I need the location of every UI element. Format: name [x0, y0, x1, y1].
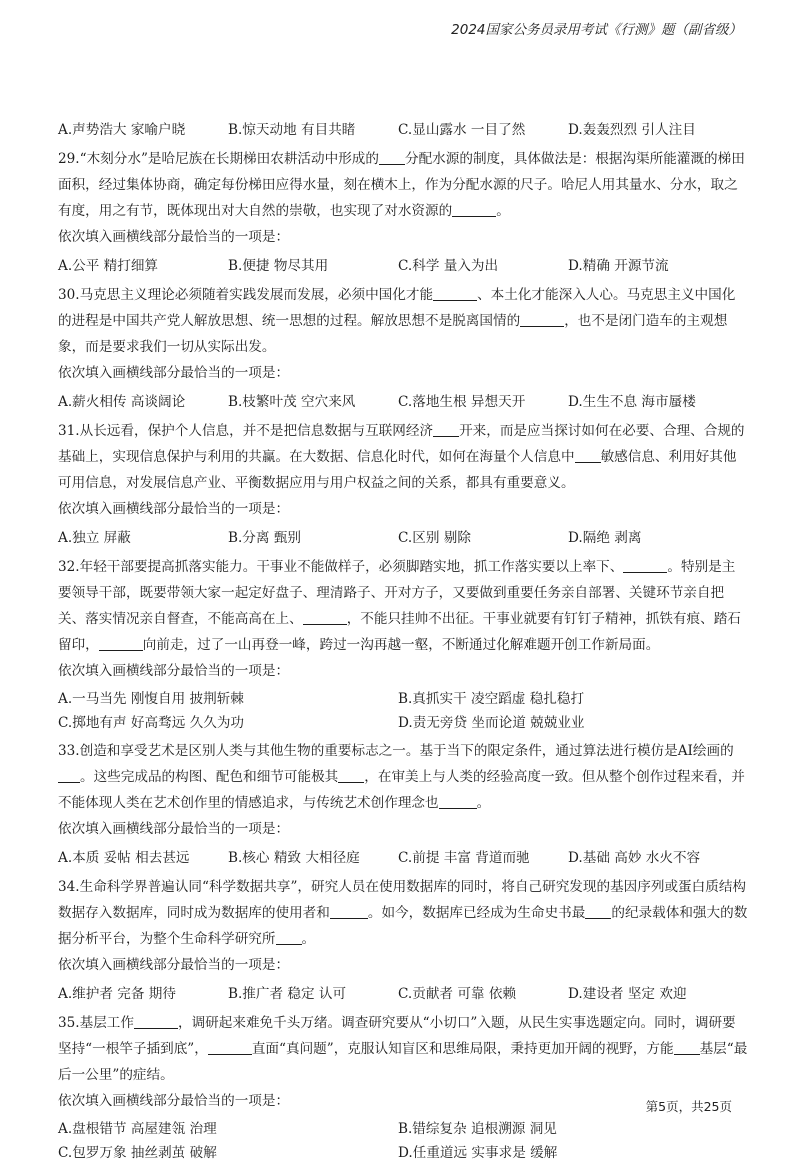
question-29 [58, 146, 748, 279]
q32-option-b[interactable]: B.真抓实干 凌空蹈虚 稳扎稳打 [398, 691, 585, 707]
q33-stem: 33.创造和享受艺术是区别人类与其他生物的重要标志之一。基于当下的限定条件，通过算法进行模仿是AI绘画的。这些完成品的构图、配色和细节可能极其 ，在审美上与人类的经验高度一致。但从整个创作过程来看，并不能体现人类在艺术创作里的情感追求，与传统艺术创作理念也 。 [58, 743, 745, 811]
q31-options [58, 525, 748, 551]
question-30 [58, 282, 748, 415]
answer-blank [623, 556, 667, 573]
answer-blank [276, 928, 302, 945]
q29-option-b[interactable]: B.便捷 物尽其用 [228, 258, 329, 274]
q31-stem: 31.从长远看，保护个人信息，并不是把信息数据与互联网经济 开来，而是应当探讨如何在必要、合理、合规的基础上，实现信息保护与利用的共赢。在大数据、信息化时代，如何在海量个人信息中 敏感信息、利用好其他可用信息，对发展信息产业、平衡数据应用与用户权益之间的关系，都具有重要意义。 [58, 418, 748, 496]
q34-option-d[interactable]: D.建设者 坚定 欢迎 [568, 986, 687, 1002]
q29-options [58, 253, 748, 279]
q30-stem: 30.马克思主义理论必须随着实践发展而发展，必须中国化才能 、本土化才能深入人心。马克思主义中国化的进程是中国共产党人解放思想、统一思想的过程。解放思想不是脱离国情的 ，也不是闭门造车的主观想象，而是要求我们一切从实际出发。 [58, 282, 748, 360]
q34-prompt: 依次填入画横线部分最恰当的一项是： [58, 957, 290, 973]
q33-options [58, 845, 748, 871]
answer-blank [99, 634, 143, 651]
answer-blank [452, 200, 496, 217]
question-35 [58, 1010, 748, 1165]
q33-prompt: 依次填入画横线部分最恰当的一项是： [58, 821, 290, 837]
q31-option-a[interactable]: A.独立 屏蔽 [58, 530, 131, 546]
q33-option-b[interactable]: B.核心 精致 大相径庭 [228, 850, 360, 866]
q35-option-b[interactable]: B.错综复杂 追根溯源 洞见 [398, 1121, 557, 1137]
question-31 [58, 418, 748, 551]
q31-prompt: 依次填入画横线部分最恰当的一项是： [58, 501, 290, 517]
question-32 [58, 554, 748, 735]
q35-options [58, 1117, 748, 1165]
question-34 [58, 874, 748, 1007]
answer-blank [338, 766, 364, 783]
q29-option-d[interactable]: D.精确 开源节流 [568, 258, 669, 274]
q29-option-c[interactable]: C.科学 量入为出 [398, 258, 499, 274]
q33-option-d[interactable]: D.基础 高妙 水火不容 [568, 850, 701, 866]
q30-option-d[interactable]: D.生生不息 海市蜃楼 [568, 394, 696, 410]
q33-option-a[interactable]: A.本质 妥帖 相去甚远 [58, 850, 190, 866]
answer-blank [303, 608, 347, 625]
answer-blank [134, 1012, 178, 1029]
q31-option-d[interactable]: D.隔绝 剥离 [568, 530, 642, 546]
q30-option-b[interactable]: B.枝繁叶茂 空穴来风 [228, 394, 356, 410]
answer-blank [379, 148, 405, 165]
answer-blank [439, 792, 477, 809]
q31-option-c[interactable]: C.区别 剔除 [398, 530, 471, 546]
page-number: 第5页，共25页 [645, 1099, 732, 1114]
answer-blank [585, 902, 611, 919]
answer-blank [330, 902, 368, 919]
q29-stem: 29.“木刻分水”是哈尼族在长期梯田农耕活动中形成的 分配水源的制度，具体做法是：根据沟渠所能灌溉的梯田面积，经过集体协商，确定每份梯田应得水量，刻在横木上，作为分配水源的尺子。哈尼人用其量水、分水，取之有度，用之有节，既体现出对大自然的崇敬，也实现了对水资源的 。 [58, 146, 748, 224]
answer-blank [433, 420, 459, 437]
q35-option-d[interactable]: D.任重道远 实事求是 缓解 [398, 1145, 558, 1161]
question-list [58, 114, 748, 1168]
q34-options [58, 981, 748, 1007]
q34-stem: 34.生命科学界普遍认同“科学数据共享”，研究人员在使用数据库的同时，将自己研究发现的基因序列或蛋白质结构数据存入数据库，同时成为数据库的使用者和 。如今，数据库已经成为生命史书最 的纪录载体和强大的数据分析平台，为整个生命科学研究所 。 [58, 879, 748, 947]
answer-blank [208, 1038, 252, 1055]
q32-option-a[interactable]: A.一马当先 刚愎自用 披荆斩棘 [58, 691, 244, 707]
q28-option-d[interactable]: D.轰轰烈烈 引人注目 [568, 122, 696, 138]
q32-stem: 32.年轻干部要提高抓落实能力。干事业不能做样子，必须脚踏实地，抓工作落实要以上率下、 。特别是主要领导干部，既要带领大家一起定好盘子、理清路子、开对方子，又要做到重要任务亲自部署、关键环节亲自把关、落实情况亲自督查，不能高高在上、 ，不能只挂帅不出征。干事业就要有钉钉子精神，抓铁有痕、踏石留印， 向前走，过了一山再登一峰，跨过一沟再越一壑，不断通过化解难题开创工作新局面。 [58, 554, 748, 658]
q32-prompt: 依次填入画横线部分最恰当的一项是： [58, 663, 290, 679]
page-header: 2024国家公务员录用考试《行测》题（副省级） [451, 22, 742, 38]
q34-option-a[interactable]: A.维护者 完备 期待 [58, 986, 176, 1002]
q35-stem: 35.基层工作 ，调研起来难免千头万绪。调查研究要从“小切口”入题，从民生实事选题定向。同时，调研要坚持“一根竿子插到底”， 直面“真问题”，克服认知盲区和思维局限，秉持更加开阔的视野，方能 基层“最后一公里”的症结。 [58, 1010, 748, 1088]
answer-blank [520, 310, 564, 327]
q32-option-c[interactable]: C.掷地有声 好高骛远 久久为功 [58, 715, 245, 731]
q30-option-a[interactable]: A.薪火相传 高谈阔论 [58, 394, 186, 410]
q29-prompt: 依次填入画横线部分最恰当的一项是： [58, 229, 290, 245]
question-33 [58, 738, 748, 871]
q35-option-c[interactable]: C.包罗万象 抽丝剥茧 破解 [58, 1145, 217, 1161]
q31-option-b[interactable]: B.分离 甄别 [228, 530, 302, 546]
q30-option-c[interactable]: C.落地生根 异想天开 [398, 394, 526, 410]
q28-option-c[interactable]: C.显山露水 一目了然 [398, 122, 526, 138]
answer-blank [674, 1038, 700, 1055]
q29-option-a[interactable]: A.公平 精打细算 [58, 258, 159, 274]
q33-option-c[interactable]: C.前提 丰富 背道而驰 [398, 850, 530, 866]
q28-option-a[interactable]: A.声势浩大 家喻户晓 [58, 122, 186, 138]
q32-options [58, 687, 748, 735]
q35-prompt: 依次填入画横线部分最恰当的一项是： [58, 1093, 290, 1109]
q32-option-d[interactable]: D.责无旁贷 坐而论道 兢兢业业 [398, 715, 585, 731]
q30-prompt: 依次填入画横线部分最恰当的一项是： [58, 365, 290, 381]
q28-options [58, 117, 748, 143]
q28-option-b[interactable]: B.惊天动地 有目共睹 [228, 122, 356, 138]
answer-blank [575, 446, 601, 463]
answer-blank [58, 766, 80, 783]
q34-option-c[interactable]: C.贡献者 可靠 依赖 [398, 986, 517, 1002]
q34-option-b[interactable]: B.推广者 稳定 认可 [228, 986, 347, 1002]
q30-options [58, 389, 748, 415]
q35-option-a[interactable]: A.盘根错节 高屋建瓴 治理 [58, 1121, 217, 1137]
answer-blank [433, 284, 477, 301]
